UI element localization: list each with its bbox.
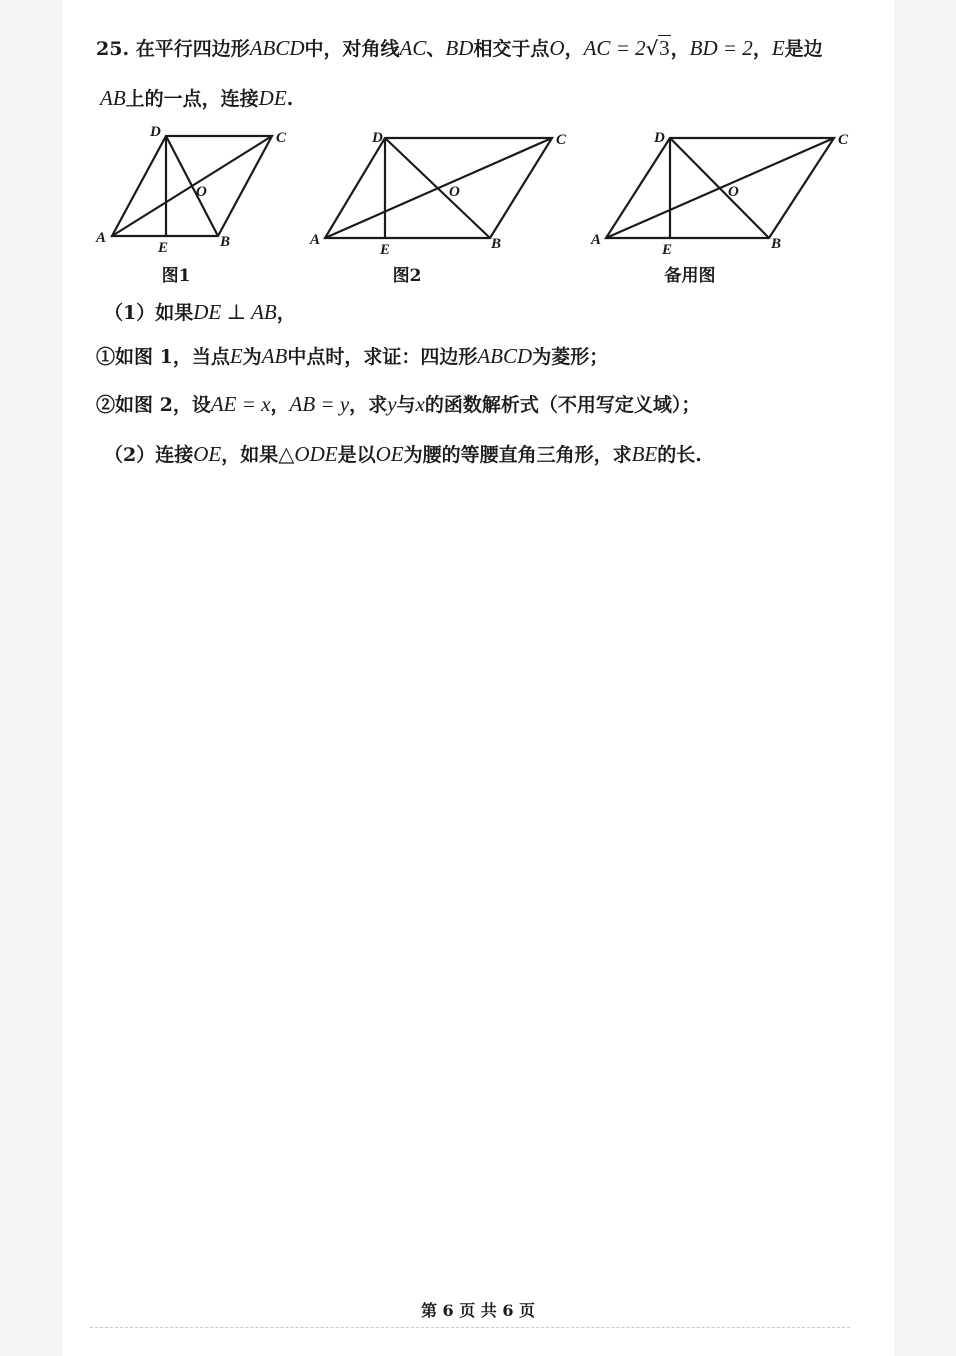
fig3-label-a: A — [591, 232, 602, 248]
page-footer: 第 6 页 共 6 页 — [420, 1301, 536, 1320]
figure-1 — [90, 118, 300, 258]
fig2-label-a: A — [310, 232, 321, 248]
fig1-label-o: O — [196, 184, 207, 200]
part-1-heading: （1）如果DE ⊥ AB， — [104, 300, 296, 324]
fig3-label-b: B — [771, 236, 782, 252]
sub-question-1: ①如图 1，当点E为AB中点时，求证：四边形ABCD为菱形； — [96, 344, 609, 368]
fig2-label-e: E — [380, 242, 391, 258]
fig2-label-b: B — [491, 236, 502, 252]
figure-1-caption: 图1 — [161, 266, 191, 286]
fig1-label-e: E — [158, 240, 169, 256]
fig3-label-c: C — [838, 132, 849, 148]
fig3-diagonal-bd — [670, 138, 769, 238]
fig1-label-b: B — [220, 234, 231, 250]
figure-spare — [588, 122, 863, 262]
part-2-question: （2）连接OE，如果△ODE是以OE为腰的等腰直角三角形，求BE的长. — [104, 442, 702, 466]
problem-number: 25. — [96, 38, 130, 60]
figure-2 — [305, 122, 580, 262]
sub-question-2: ②如图 2，设AE = x，AB = y，求y与x的函数解析式（不用写定义域）； — [96, 392, 701, 416]
fig3-label-o: O — [728, 184, 739, 200]
fig2-label-c: C — [556, 132, 567, 148]
figure-2-caption: 图2 — [392, 266, 422, 286]
fig1-label-d: D — [150, 124, 161, 140]
fig2-diagonal-bd — [385, 138, 490, 238]
footer-divider — [90, 1327, 850, 1328]
problem-stem-line1: 25. 在平行四边形ABCD中，对角线AC、BD相交于点O，AC = 2√3，BD = 2，E是边 — [96, 36, 823, 60]
fig3-label-d: D — [654, 130, 665, 146]
fig1-diagonal-bd — [166, 136, 218, 236]
fig3-label-e: E — [662, 242, 673, 258]
fig1-label-c: C — [276, 130, 287, 146]
fig2-label-d: D — [372, 130, 383, 146]
problem-stem-line2: AB上的一点，连接DE. — [100, 86, 294, 110]
fig2-label-o: O — [449, 184, 460, 200]
fig1-label-a: A — [96, 230, 107, 246]
figure-spare-caption: 备用图 — [664, 266, 716, 286]
